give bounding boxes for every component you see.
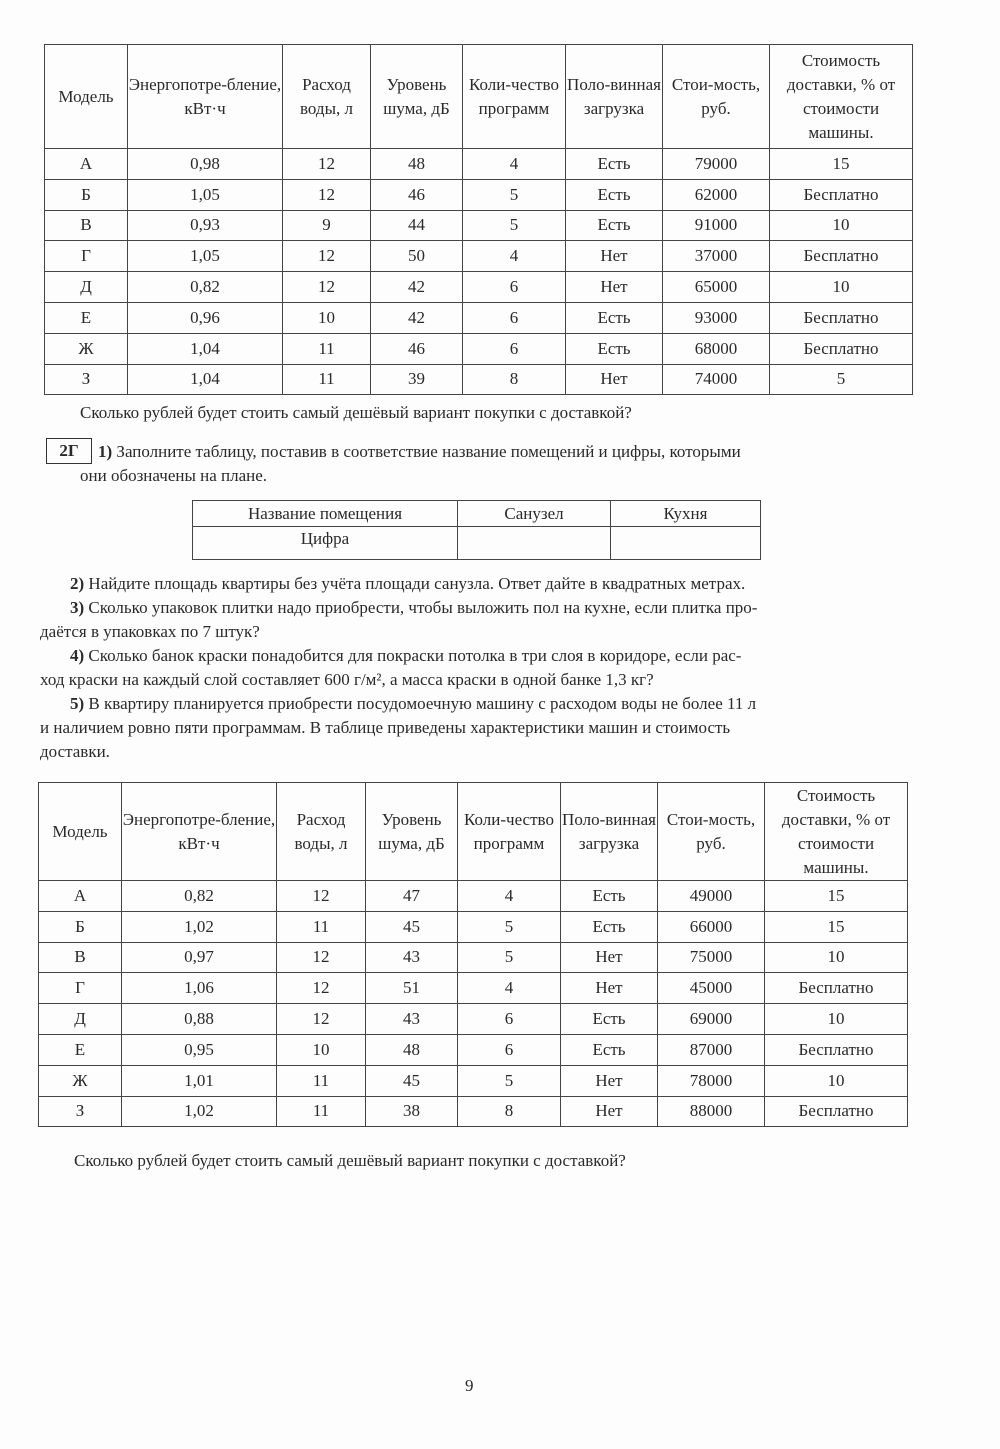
table-cell: Нет xyxy=(566,272,663,303)
table-cell: 43 xyxy=(366,1004,458,1035)
header-cell: Уровень шума, дБ xyxy=(371,45,463,149)
table-row xyxy=(45,333,913,364)
table-cell: Е xyxy=(39,1034,122,1065)
q5-text-3: доставки. xyxy=(40,742,110,761)
table-row xyxy=(45,241,913,272)
table-cell: Нет xyxy=(566,241,663,272)
table-cell: 5 xyxy=(458,1065,561,1096)
table-cell: Есть xyxy=(566,210,663,241)
table-cell: 88000 xyxy=(658,1096,765,1127)
table-cell: 10 xyxy=(770,210,913,241)
table-row xyxy=(39,911,908,942)
table-row xyxy=(45,272,913,303)
table-cell: 10 xyxy=(765,1004,908,1035)
washer-table-2 xyxy=(38,782,908,1127)
table-cell: 11 xyxy=(277,911,366,942)
table-cell: 50 xyxy=(371,241,463,272)
header-cell: Уровень шума, дБ xyxy=(366,783,458,881)
header-cell: Стоимость доставки, % от стоимости машины. xyxy=(765,783,908,881)
table-cell: 1,04 xyxy=(128,333,283,364)
table-cell: 11 xyxy=(277,1096,366,1127)
table-row xyxy=(39,881,908,912)
table-cell: 4 xyxy=(463,149,566,180)
table-cell: 39 xyxy=(371,364,463,395)
table-cell: Б xyxy=(39,911,122,942)
table-cell: 74000 xyxy=(663,364,770,395)
rooms-row-digit: Цифра xyxy=(193,527,458,560)
table-cell: 9 xyxy=(283,210,371,241)
table-cell: 0,95 xyxy=(122,1034,277,1065)
q4-text-2: ход краски на каждый слой составляет 600 г/м², а масса краски в одной банке 1,3 кг? xyxy=(40,670,654,689)
table-cell: 5 xyxy=(458,911,561,942)
table-cell: 10 xyxy=(283,302,371,333)
table-cell: 6 xyxy=(463,302,566,333)
table-cell: Нет xyxy=(561,942,658,973)
table-cell: 12 xyxy=(277,942,366,973)
q3-number: 3) xyxy=(70,598,85,617)
table-cell: А xyxy=(39,881,122,912)
rooms-table xyxy=(192,500,761,560)
table-cell: 0,82 xyxy=(122,881,277,912)
table-row xyxy=(39,1004,908,1035)
table-cell: 12 xyxy=(277,973,366,1004)
table-cell: Б xyxy=(45,179,128,210)
table-cell: 12 xyxy=(277,881,366,912)
table-cell: 42 xyxy=(371,272,463,303)
table-row xyxy=(39,1096,908,1127)
table-cell: 8 xyxy=(463,364,566,395)
table-cell: Г xyxy=(39,973,122,1004)
table-cell: Есть xyxy=(566,149,663,180)
q1-text: Заполните таблицу, поставив в соответствие название помещений и цифры, которыми xyxy=(116,442,741,461)
table-cell: 8 xyxy=(458,1096,561,1127)
table-cell: 11 xyxy=(277,1065,366,1096)
table-cell: 45 xyxy=(366,1065,458,1096)
table-cell: 12 xyxy=(283,179,371,210)
table-cell: Есть xyxy=(561,1004,658,1035)
table-cell: 62000 xyxy=(663,179,770,210)
q3-text-2: даётся в упаковках по 7 штук? xyxy=(40,622,260,641)
answer-cell-kitchen[interactable] xyxy=(611,527,761,560)
table-cell: 87000 xyxy=(658,1034,765,1065)
table-cell: 6 xyxy=(458,1034,561,1065)
table-row xyxy=(45,210,913,241)
table-cell: 6 xyxy=(458,1004,561,1035)
table-cell: 42 xyxy=(371,302,463,333)
table-cell: Нет xyxy=(561,1065,658,1096)
table-cell: Есть xyxy=(566,302,663,333)
table-cell: 11 xyxy=(283,364,371,395)
table-row xyxy=(45,149,913,180)
table-cell: В xyxy=(45,210,128,241)
table-cell: 6 xyxy=(463,333,566,364)
table-cell: 10 xyxy=(277,1034,366,1065)
table-cell: 43 xyxy=(366,942,458,973)
q4-text: Сколько банок краски понадобится для покраски потолка в три слоя в коридоре, если рас- xyxy=(88,646,742,665)
table-cell: 6 xyxy=(463,272,566,303)
table-cell: 10 xyxy=(770,272,913,303)
table-cell: 0,82 xyxy=(128,272,283,303)
table-cell: Г xyxy=(45,241,128,272)
table-cell: 5 xyxy=(458,942,561,973)
q5-text: В квартиру планируется приобрести посудомоечную машину с расходом воды не более 11 л xyxy=(88,694,757,713)
header-cell: Модель xyxy=(45,45,128,149)
rooms-header-bathroom: Санузел xyxy=(458,501,611,527)
table-cell: 10 xyxy=(765,942,908,973)
table-cell: 75000 xyxy=(658,942,765,973)
table-cell: 4 xyxy=(458,881,561,912)
table-cell: 66000 xyxy=(658,911,765,942)
table-cell: Бесплатно xyxy=(765,1096,908,1127)
table-cell: 65000 xyxy=(663,272,770,303)
answer-cell-bathroom[interactable] xyxy=(458,527,611,560)
table-cell: 1,06 xyxy=(122,973,277,1004)
table-cell: 45 xyxy=(366,911,458,942)
washer-table-1 xyxy=(44,44,913,395)
header-cell: Стоимость доставки, % от стоимости машины. xyxy=(770,45,913,149)
table-cell: Ж xyxy=(39,1065,122,1096)
table-cell: 93000 xyxy=(663,302,770,333)
table-cell: 44 xyxy=(371,210,463,241)
header-cell: Расход воды, л xyxy=(277,783,366,881)
header-cell: Модель xyxy=(39,783,122,881)
table-cell: 68000 xyxy=(663,333,770,364)
table-cell: Есть xyxy=(561,881,658,912)
header-cell: Стои-мость, руб. xyxy=(663,45,770,149)
page-number: 9 xyxy=(465,1376,474,1395)
table-cell: Есть xyxy=(566,333,663,364)
table-cell: 5 xyxy=(463,179,566,210)
table-cell: 1,02 xyxy=(122,1096,277,1127)
q5-text-2: и наличием ровно пяти программам. В таблице приведены характеристики машин и стоимость xyxy=(40,718,731,737)
table-cell: Бесплатно xyxy=(770,333,913,364)
q4-number: 4) xyxy=(70,646,85,665)
table-cell: 15 xyxy=(765,911,908,942)
table-cell: 10 xyxy=(765,1065,908,1096)
table-cell: Нет xyxy=(561,973,658,1004)
table-cell: 15 xyxy=(765,881,908,912)
table-cell: 0,93 xyxy=(128,210,283,241)
table-cell: 1,01 xyxy=(122,1065,277,1096)
rooms-header-name: Название помещения xyxy=(193,501,458,527)
q5-number: 5) xyxy=(70,694,85,713)
header-cell: Поло-винная загрузка xyxy=(566,45,663,149)
question-cheapest-1: Сколько рублей будет стоить самый дешёвый вариант покупки с доставкой? xyxy=(80,403,632,422)
table-cell: 46 xyxy=(371,179,463,210)
table-cell: Д xyxy=(39,1004,122,1035)
table-cell: 0,96 xyxy=(128,302,283,333)
table-cell: Бесплатно xyxy=(770,179,913,210)
table-cell: Есть xyxy=(561,1034,658,1065)
table-cell: Есть xyxy=(566,179,663,210)
header-cell: Энергопотре-бление, кВт·ч xyxy=(122,783,277,881)
header-cell: Энергопотре-бление, кВт·ч xyxy=(128,45,283,149)
q1-text-2: они обозначены на плане. xyxy=(80,466,268,485)
table-cell: Бесплатно xyxy=(765,1034,908,1065)
table-cell: 5 xyxy=(463,210,566,241)
task-label: 2Г xyxy=(46,438,92,464)
table-cell: Бесплатно xyxy=(765,973,908,1004)
table-row xyxy=(39,973,908,1004)
table-cell: 91000 xyxy=(663,210,770,241)
table-cell: В xyxy=(39,942,122,973)
table-cell: 78000 xyxy=(658,1065,765,1096)
table-cell: 1,02 xyxy=(122,911,277,942)
table-row xyxy=(39,1034,908,1065)
table-cell: 12 xyxy=(283,149,371,180)
table-cell: 12 xyxy=(277,1004,366,1035)
table-cell: 1,05 xyxy=(128,179,283,210)
table-cell: 46 xyxy=(371,333,463,364)
table-cell: 4 xyxy=(458,973,561,1004)
table-cell: 69000 xyxy=(658,1004,765,1035)
q2-number: 2) xyxy=(70,574,85,593)
table-cell: 12 xyxy=(283,272,371,303)
table-cell: 47 xyxy=(366,881,458,912)
table-cell: Бесплатно xyxy=(770,241,913,272)
table-cell: 45000 xyxy=(658,973,765,1004)
table-cell: Бесплатно xyxy=(770,302,913,333)
header-cell: Коли-чество программ xyxy=(463,45,566,149)
table-cell: 0,88 xyxy=(122,1004,277,1035)
header-cell: Расход воды, л xyxy=(283,45,371,149)
table-cell: 48 xyxy=(371,149,463,180)
table-cell: 12 xyxy=(283,241,371,272)
rooms-header-kitchen: Кухня xyxy=(611,501,761,527)
table-row xyxy=(39,1065,908,1096)
table-cell: З xyxy=(45,364,128,395)
table-cell: 11 xyxy=(283,333,371,364)
table-cell: А xyxy=(45,149,128,180)
table-cell: 37000 xyxy=(663,241,770,272)
table-cell: 51 xyxy=(366,973,458,1004)
table-cell: 49000 xyxy=(658,881,765,912)
table-cell: 79000 xyxy=(663,149,770,180)
table-cell: 0,98 xyxy=(128,149,283,180)
table-cell: Д xyxy=(45,272,128,303)
table-cell: 38 xyxy=(366,1096,458,1127)
table-cell: Есть xyxy=(561,911,658,942)
table-row xyxy=(45,179,913,210)
table-cell: З xyxy=(39,1096,122,1127)
table-cell: Нет xyxy=(566,364,663,395)
table-cell: 1,05 xyxy=(128,241,283,272)
q3-text: Сколько упаковок плитки надо приобрести, чтобы выложить пол на кухне, если плитка про- xyxy=(88,598,758,617)
header-cell: Стои-мость, руб. xyxy=(658,783,765,881)
table-row xyxy=(39,942,908,973)
table-cell: 15 xyxy=(770,149,913,180)
table-cell: 5 xyxy=(770,364,913,395)
table-cell: Ж xyxy=(45,333,128,364)
table-cell: 4 xyxy=(463,241,566,272)
table-row xyxy=(45,364,913,395)
header-cell: Поло-винная загрузка xyxy=(561,783,658,881)
table-cell: Нет xyxy=(561,1096,658,1127)
table-cell: 0,97 xyxy=(122,942,277,973)
q2-text: Найдите площадь квартиры без учёта площади санузла. Ответ дайте в квадратных метрах. xyxy=(88,574,746,593)
table-cell: 1,04 xyxy=(128,364,283,395)
question-cheapest-2: Сколько рублей будет стоить самый дешёвый вариант покупки с доставкой? xyxy=(74,1151,626,1170)
table-cell: Е xyxy=(45,302,128,333)
q1-number: 1) xyxy=(98,442,113,461)
table-row xyxy=(45,302,913,333)
header-cell: Коли-чество программ xyxy=(458,783,561,881)
table-cell: 48 xyxy=(366,1034,458,1065)
